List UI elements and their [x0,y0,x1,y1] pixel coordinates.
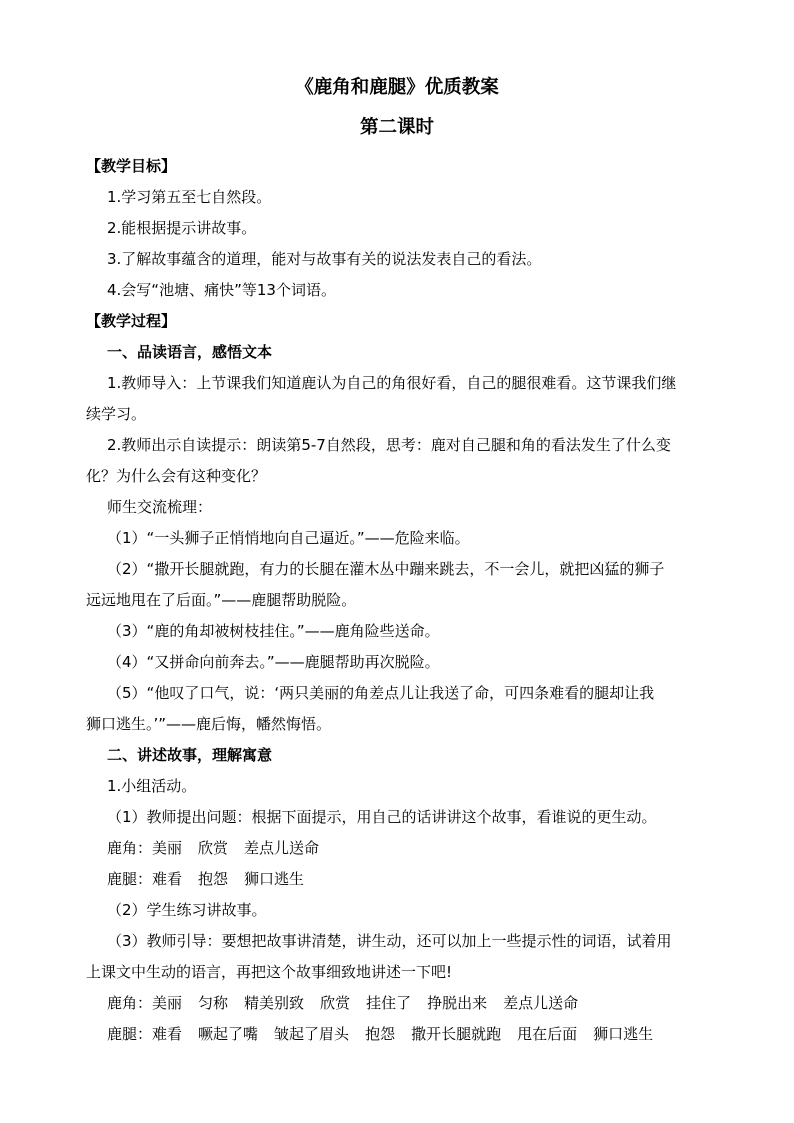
quote-item: （5）“他叹了口气，说：‘两只美丽的角差点儿让我送了命，可四条难看的腿却让我 [107,684,655,702]
hint-word: 匀称 [198,994,229,1012]
hint-line-antlers [107,837,319,859]
objective-item: 3.了解故事蕴含的道理，能对与故事有关的说法发表自己的看法。 [107,250,542,268]
hint-word: 精美别致 [244,994,305,1012]
paragraph-line: 1.小组活动。 [107,777,197,795]
hint-line-legs-detailed [107,1023,653,1045]
hint-word: 狮口逃生 [593,1025,654,1043]
hint-word: 狮口逃生 [244,870,305,888]
paragraph-line: （2）学生练习讲故事。 [107,901,267,919]
quote-item: 狮口逃生。’”——鹿后悔，幡然悔悟。 [86,715,332,733]
paragraph-line: 2.教师出示自读提示：朗读第5-7自然段，思考：鹿对自己腿和角的看法发生了什么变 [107,436,671,454]
objective-item: 2.能根据提示讲故事。 [107,219,257,237]
quote-item: （4）“又拼命向前奔去。”——鹿腿帮助再次脱险。 [107,653,440,671]
objective-item: 1.学习第五至七自然段。 [107,188,272,206]
hint-word: 欣赏 [320,994,351,1012]
quote-item: 远远地甩在了后面。”——鹿腿帮助脱险。 [86,591,357,609]
hint-word: 难看 [152,870,183,888]
paragraph-line: 化？为什么会有这种变化？ [86,467,267,485]
hint-word: 撒开长腿就跑 [411,1025,502,1043]
hint-label: 鹿腿： [107,1025,153,1043]
hint-word: 挣脱出来 [427,994,488,1012]
quote-item: （3）“鹿的角却被树枝挂住。”——鹿角险些送命。 [107,622,440,640]
hint-word: 挂住了 [366,994,412,1012]
section-heading: 二、讲述故事，理解寓意 [107,746,273,764]
quote-item: （1）“一头狮子正悄悄地向自己逼近。”——危险来临。 [107,529,470,547]
hint-word: 噘起了嘴 [198,1025,259,1043]
paragraph-line: （3）教师引导：要想把故事讲清楚，讲生动，还可以加上一些提示性的词语，试着用 [107,932,672,950]
hint-line-legs [107,868,304,890]
lesson-subtitle: 第二课时 [359,117,434,138]
hint-word: 差点儿送命 [503,994,579,1012]
hint-word: 难看 [152,1025,183,1043]
objectives-heading: 【教学目标】 [86,157,177,175]
document-title: 《鹿角和鹿腿》优质教案 [295,77,499,98]
hint-word: 抱怨 [365,1025,396,1043]
hint-word: 甩在后面 [517,1025,578,1043]
hint-word: 抱怨 [198,870,229,888]
hint-line-antlers-detailed [107,992,578,1014]
hint-word: 皱起了眉头 [274,1025,350,1043]
hint-word: 差点儿送命 [244,839,320,857]
hint-label: 鹿角： [107,994,153,1012]
hint-label: 鹿腿： [107,870,153,888]
paragraph-line: 续学习。 [86,405,147,423]
paragraph-line: 师生交流梳理： [107,498,213,516]
hint-label: 鹿角： [107,839,153,857]
section-heading: 一、品读语言，感悟文本 [107,343,273,361]
hint-word: 欣赏 [198,839,229,857]
process-heading: 【教学过程】 [86,312,177,330]
paragraph-line: 上课文中生动的语言，再把这个故事细致地讲述一下吧! [86,963,453,981]
objective-item: 4.会写“池塘、痛快”等13个词语。 [107,281,336,299]
paragraph-line: （1）教师提出问题：根据下面提示，用自己的话讲讲这个故事，看谁说的更生动。 [107,808,657,826]
paragraph-line: 1.教师导入：上节课我们知道鹿认为自己的角很好看，自己的腿很难看。这节课我们继 [107,374,677,392]
hint-word: 美丽 [152,994,183,1012]
quote-item: （2）“撒开长腿就跑，有力的长腿在灌木丛中蹦来跳去，不一会儿，就把凶猛的狮子 [107,560,665,578]
hint-word: 美丽 [152,839,183,857]
